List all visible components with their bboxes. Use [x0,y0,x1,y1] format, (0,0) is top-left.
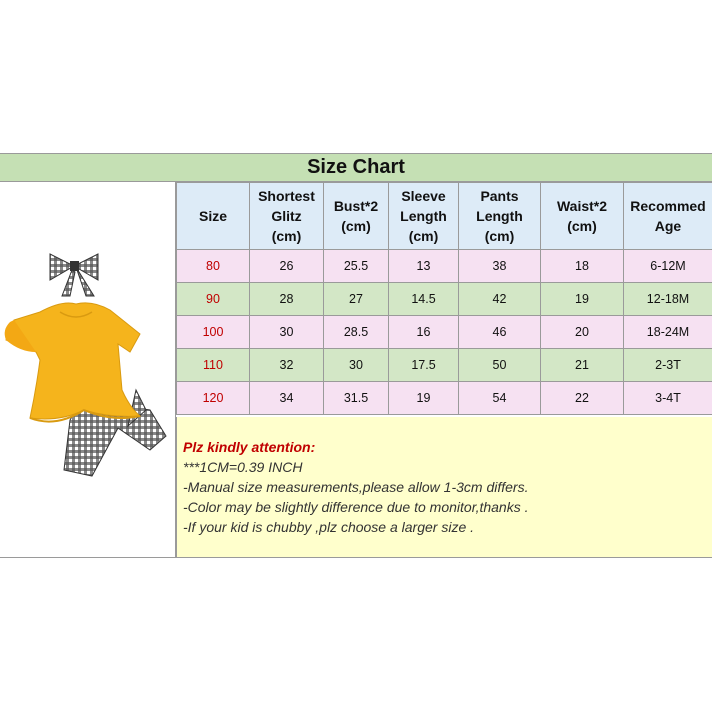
size-cell: 110 [177,349,250,382]
table-cell: 22 [541,382,624,415]
attention-notes [176,417,712,558]
header-sleeve-length: Sleeve Length (cm) [389,183,459,250]
outfit-illustration [0,240,176,480]
table-cell: 16 [389,316,459,349]
table-cell: 12-18M [624,283,712,316]
header-shortest-glitz: Shortest Glitz (cm) [250,183,324,250]
table-cell: 30 [324,349,389,382]
size-cell: 120 [177,382,250,415]
table-cell: 18 [541,250,624,283]
table-cell: 2-3T [624,349,712,382]
note-line: -Manual size measurements,please allow 1-3cm differs. [183,479,529,495]
header-bust: Bust*2 (cm) [324,183,389,250]
table-cell: 32 [250,349,324,382]
table-cell: 6-12M [624,250,712,283]
header-size: Size [177,183,250,250]
table-cell: 50 [459,349,541,382]
size-chart-title: Size Chart [0,153,712,182]
header-pants-length: Pants Length (cm) [459,183,541,250]
table-row [177,349,712,382]
yellow-top-icon [5,303,140,422]
table-cell: 21 [541,349,624,382]
headband-bow-icon [50,254,98,296]
table-row [177,316,712,349]
size-cell: 80 [177,250,250,283]
table-cell: 46 [459,316,541,349]
table-cell: 26 [250,250,324,283]
product-photo-cell [0,182,176,558]
table-cell: 19 [389,382,459,415]
note-line: -Color may be slightly difference due to monitor,thanks . [183,499,529,515]
table-row [177,382,712,415]
table-cell: 19 [541,283,624,316]
table-cell: 28 [250,283,324,316]
size-chart-sheet [0,153,712,558]
header-waist: Waist*2 (cm) [541,183,624,250]
table-cell: 42 [459,283,541,316]
table-cell: 27 [324,283,389,316]
note-line: ***1CM=0.39 INCH [183,459,303,475]
size-cell: 90 [177,283,250,316]
table-cell: 14.5 [389,283,459,316]
size-table [176,182,712,415]
table-cell: 18-24M [624,316,712,349]
table-row [177,283,712,316]
notes-title: Plz kindly attention: [183,439,316,455]
table-header-row [177,183,712,250]
table-cell: 30 [250,316,324,349]
table-cell: 3-4T [624,382,712,415]
note-line: -If your kid is chubby ,plz choose a larger size . [183,519,475,535]
table-cell: 38 [459,250,541,283]
table-cell: 34 [250,382,324,415]
table-cell: 28.5 [324,316,389,349]
table-row [177,250,712,283]
table-cell: 13 [389,250,459,283]
header-recommended-age: Recommed Age [624,183,712,250]
table-cell: 54 [459,382,541,415]
table-cell: 20 [541,316,624,349]
table-cell: 17.5 [389,349,459,382]
table-cell: 25.5 [324,250,389,283]
table-cell: 31.5 [324,382,389,415]
size-cell: 100 [177,316,250,349]
